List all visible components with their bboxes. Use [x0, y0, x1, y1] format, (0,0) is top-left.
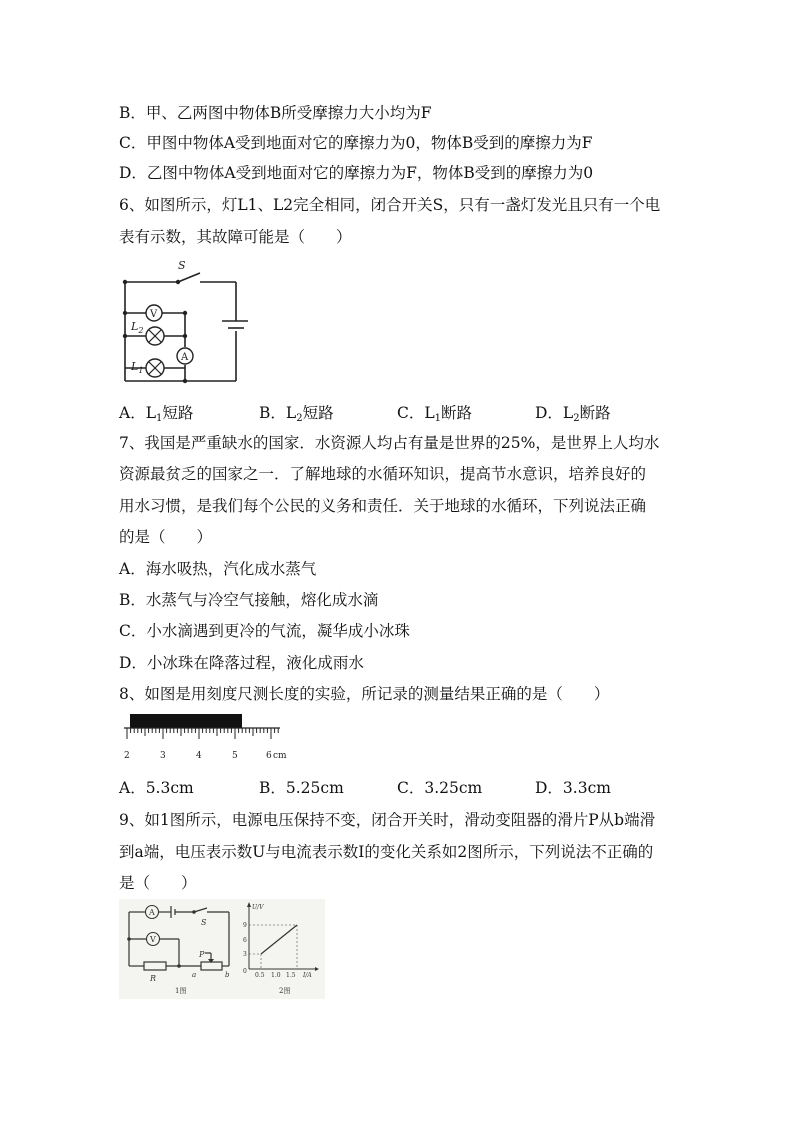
ruler-label-5: 5 — [232, 751, 238, 761]
q6-option-b: B．$L_2$短路 — [259, 404, 334, 424]
fig2-ylabel: U/V — [252, 904, 264, 911]
lamp-l1-label: $L_1$ — [131, 360, 144, 375]
q9-stem-line3: 是（ ） — [119, 874, 197, 892]
q6-stem-line2: 表有示数，其故障可能是（ ） — [119, 228, 352, 246]
fig2-xtick-1.0: 1.0 — [271, 972, 281, 979]
ruler-unit: cm — [273, 751, 287, 761]
ammeter-label: A — [181, 352, 189, 363]
q7-option-c: C．小水滴遇到更冷的气流，凝华成小冰珠 — [119, 622, 410, 640]
fig1-slider-label: P — [199, 950, 205, 959]
q9-stem-line1: 9、如1图所示，电源电压保持不变，闭合开关时，滑动变阻器的滑片P从b端滑 — [119, 811, 656, 829]
lamp-l2-icon — [146, 327, 164, 345]
q6-option-c: C．$L_1$断路 — [397, 404, 473, 424]
fig1-ammeter-label: A — [149, 908, 155, 917]
fig1-ammeter-icon — [146, 906, 159, 919]
fig2-caption: 2图 — [279, 987, 291, 995]
ruler-label-2: 2 — [124, 751, 130, 761]
fig2-ytick-9: 9 — [243, 922, 247, 929]
q7-stem-line2: 资源最贫乏的国家之一．了解地球的水循环知识，提高节水意识，培养良好的 — [119, 465, 647, 483]
fig1-voltmeter-icon — [147, 933, 160, 946]
voltmeter-label: V — [150, 309, 158, 320]
q9-stem-line2: 到a端，电压表示数U与电流表示数I的变化关系如2图所示，下列说法不正确的 — [119, 843, 654, 861]
fig2-ytick-3: 3 — [243, 951, 247, 958]
lamp-l2-label: $L_2$ — [131, 320, 144, 335]
fig1-end-b: b — [225, 971, 230, 979]
q5-option-c: C．甲图中物体A受到地面对它的摩擦力为0，物体B受到的摩擦力为F — [119, 134, 593, 152]
lamp-l1-icon — [146, 359, 164, 377]
q8-option-b: B．5.25cm — [259, 779, 344, 797]
q6-circuit-figure — [118, 256, 248, 386]
fig1-voltmeter-label: V — [150, 935, 156, 944]
q7-stem-line4: 的是（ ） — [119, 528, 213, 546]
fig1-resistor-label: R — [150, 974, 157, 983]
q7-option-d: D．小冰珠在降落过程，液化成雨水 — [119, 654, 364, 672]
fig1-caption: 1图 — [175, 987, 187, 995]
ammeter-icon — [177, 348, 193, 364]
q5-option-d: D．乙图中物体A受到地面对它的摩擦力为F，物体B受到的摩擦力为0 — [119, 164, 594, 182]
q7-option-a: A．海水吸热，汽化成水蒸气 — [119, 560, 317, 578]
fig1-switch-label: S — [201, 918, 207, 927]
q5-option-b: B．甲、乙两图中物体B所受摩擦力大小均为F — [119, 104, 432, 122]
q9-figures — [119, 899, 325, 999]
q8-ruler-figure — [118, 713, 298, 763]
q8-option-d: D．3.3cm — [535, 779, 611, 797]
fig2-xlabel: I/A — [303, 972, 312, 979]
fig2-ytick-6: 6 — [243, 937, 247, 944]
ruler-label-3: 3 — [160, 751, 166, 761]
q8-option-a: A．5.3cm — [119, 779, 194, 797]
switch-label: S — [178, 259, 186, 272]
fig1-end-a: a — [192, 971, 197, 979]
fig2-ytick-0: 0 — [243, 968, 247, 975]
ruler-label-4: 4 — [196, 751, 202, 761]
q7-stem-line1: 7、我国是严重缺水的国家．水资源人均占有量是世界的25%，是世界上人均水 — [119, 434, 660, 452]
q8-stem: 8、如图是用刻度尺测长度的实验，所记录的测量结果正确的是（ ） — [119, 685, 610, 703]
q6-option-a: A．$L_1$短路 — [119, 404, 194, 424]
q6-option-d: D．$L_2$断路 — [535, 404, 611, 424]
measured-object — [130, 714, 242, 728]
fig2-xtick-1.5: 1.5 — [286, 972, 296, 979]
q6-stem-line1: 6、如图所示，灯L1、L2完全相同，闭合开关S，只有一盏灯发光且只有一个电 — [119, 196, 661, 214]
voltmeter-icon — [146, 305, 162, 321]
q7-option-b: B．水蒸气与冷空气接触，熔化成水滴 — [119, 591, 379, 609]
fig2-xtick-0.5: 0.5 — [255, 972, 265, 979]
q8-option-c: C．3.25cm — [397, 779, 483, 797]
q7-stem-line3: 用水习惯，是我们每个公民的义务和责任．关于地球的水循环，下列说法正确 — [119, 497, 647, 515]
ruler-label-6: 6 — [266, 751, 272, 761]
